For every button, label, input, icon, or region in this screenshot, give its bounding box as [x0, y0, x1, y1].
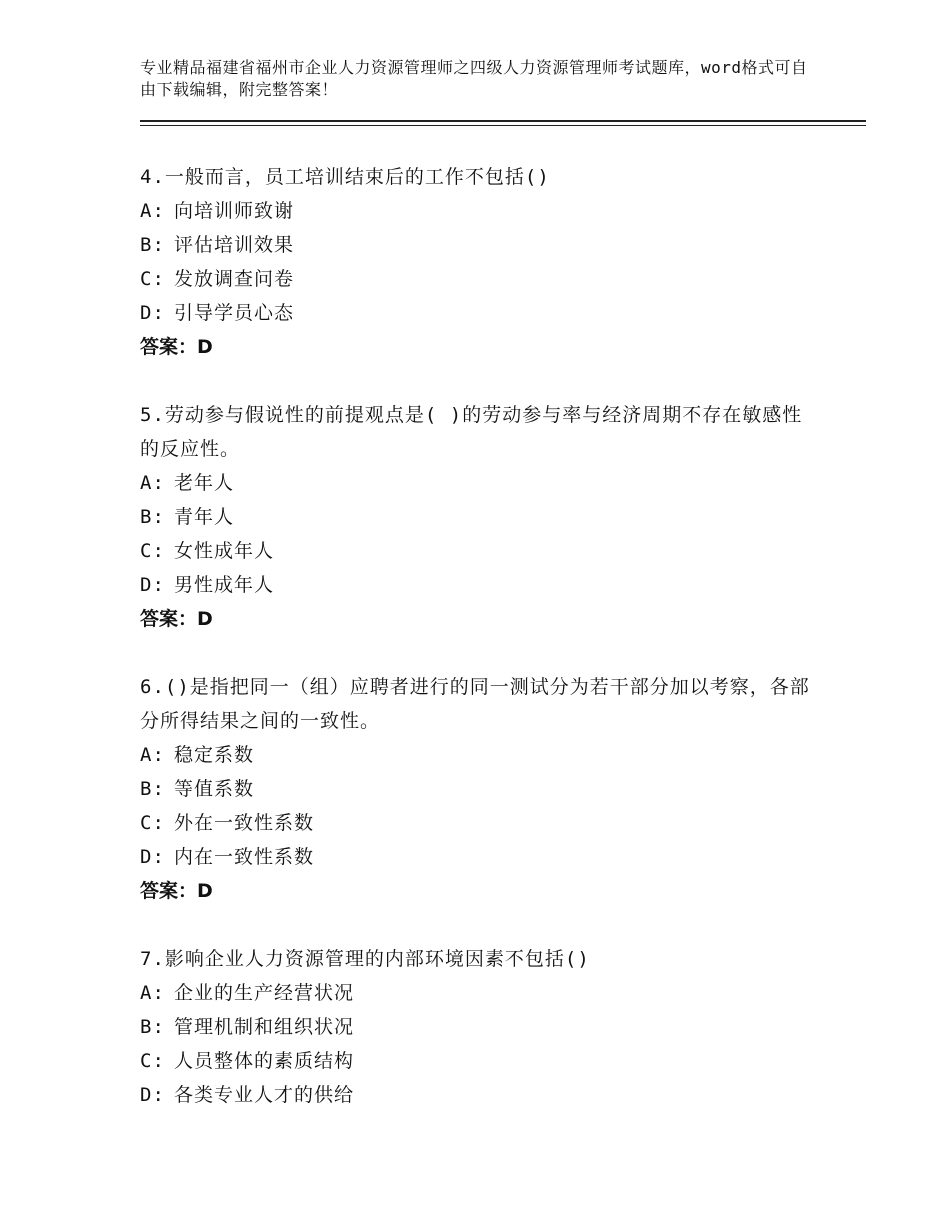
question-list — [140, 160, 820, 1146]
option-text: 男性成年人 — [174, 574, 275, 596]
option-key: C: — [140, 268, 165, 290]
option-d — [140, 840, 820, 874]
question-5 — [140, 398, 820, 636]
option-key: D: — [140, 302, 165, 324]
option-text: 各类专业人才的供给 — [174, 1084, 355, 1106]
option-text: 等值系数 — [174, 778, 255, 800]
question-text: 4.一般而言，员工培训结束后的工作不包括() — [140, 166, 550, 188]
option-key: B: — [140, 778, 165, 800]
option-key: C: — [140, 812, 165, 834]
option-d — [140, 568, 820, 602]
option-key: D: — [140, 846, 165, 868]
option-a — [140, 194, 820, 228]
option-a — [140, 738, 820, 772]
option-text: 稳定系数 — [174, 744, 255, 766]
option-c — [140, 806, 820, 840]
option-text: 女性成年人 — [174, 540, 275, 562]
option-text: 管理机制和组织状况 — [174, 1016, 355, 1038]
option-b — [140, 228, 820, 262]
option-text: 发放调查问卷 — [174, 268, 295, 290]
option-b — [140, 1010, 820, 1044]
option-b — [140, 500, 820, 534]
question-4 — [140, 160, 820, 364]
option-b — [140, 772, 820, 806]
option-key: B: — [140, 1016, 165, 1038]
answer-label: 答案：D — [140, 336, 213, 358]
option-key: B: — [140, 506, 165, 528]
answer-label: 答案：D — [140, 880, 213, 902]
option-text: 内在一致性系数 — [174, 846, 315, 868]
option-d — [140, 296, 820, 330]
question-6 — [140, 670, 820, 908]
option-c — [140, 534, 820, 568]
option-text: 向培训师致谢 — [174, 200, 295, 222]
header-divider-thin — [140, 125, 866, 126]
answer-label: 答案：D — [140, 608, 213, 630]
option-text: 青年人 — [174, 506, 235, 528]
option-key: A: — [140, 744, 165, 766]
option-c — [140, 262, 820, 296]
option-a — [140, 466, 820, 500]
option-text: 外在一致性系数 — [174, 812, 315, 834]
option-text: 老年人 — [174, 472, 235, 494]
option-a — [140, 976, 820, 1010]
option-key: A: — [140, 982, 165, 1004]
option-text: 企业的生产经营状况 — [174, 982, 355, 1004]
question-7 — [140, 942, 820, 1112]
option-key: D: — [140, 1084, 165, 1106]
option-key: A: — [140, 472, 165, 494]
option-key: B: — [140, 234, 165, 256]
option-text: 人员整体的素质结构 — [174, 1050, 355, 1072]
option-text: 评估培训效果 — [174, 234, 295, 256]
option-key: A: — [140, 200, 165, 222]
option-text: 引导学员心态 — [174, 302, 295, 324]
question-text: 5.劳动参与假说性的前提观点是( )的劳动参与率与经济周期不存在敏感性的反应性。 — [140, 404, 803, 460]
option-c — [140, 1044, 820, 1078]
header-divider-thick — [140, 120, 866, 122]
option-key: D: — [140, 574, 165, 596]
question-text: 7.影响企业人力资源管理的内部环境因素不包括() — [140, 948, 590, 970]
option-d — [140, 1078, 820, 1112]
question-text: 6.()是指把同一（组）应聘者进行的同一测试分为若干部分加以考察，各部分所得结果之间的一致性。 — [140, 676, 810, 732]
option-key: C: — [140, 540, 165, 562]
document-header: 专业精品福建省福州市企业人力资源管理师之四级人力资源管理师考试题库，word格式可自由下载编辑，附完整答案！ — [140, 58, 808, 99]
option-key: C: — [140, 1050, 165, 1072]
